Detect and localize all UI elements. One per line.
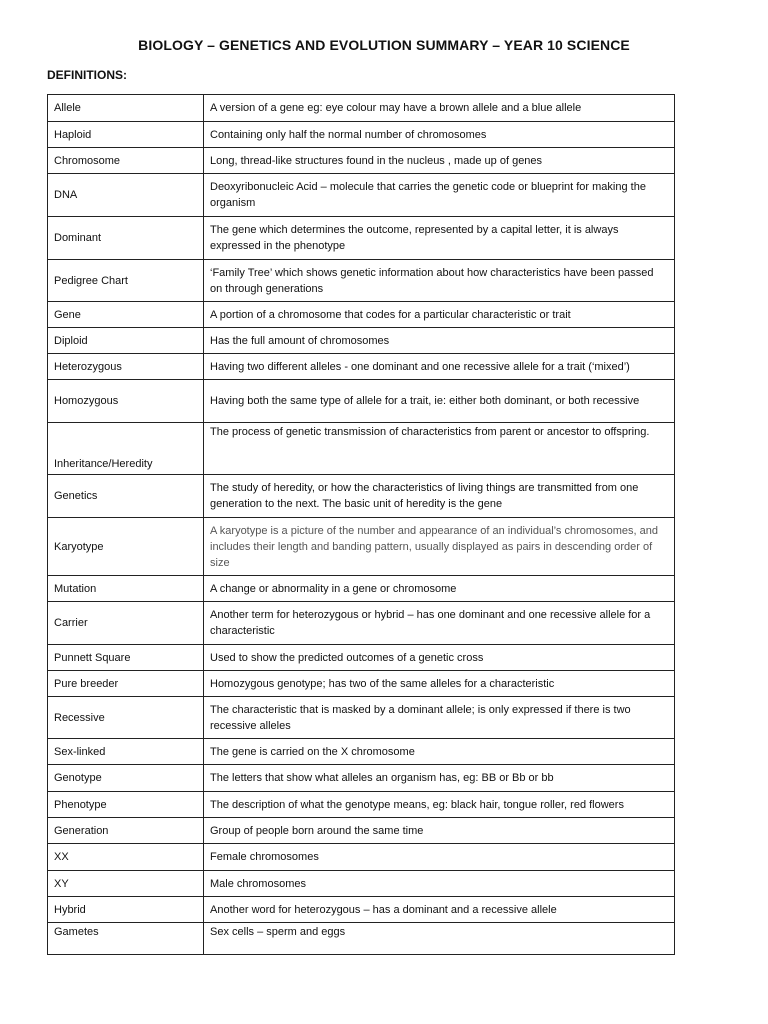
term-cell: Genotype [48,765,204,792]
definition-cell: Female chromosomes [204,844,675,871]
term-cell: Gametes [48,923,204,955]
term-cell: Carrier [48,602,204,645]
definition-cell: Having both the same type of allele for a trait, ie: either both dominant, or both recessive [204,380,675,423]
table-row [48,871,675,897]
term-cell: Punnett Square [48,645,204,671]
definition-cell: Sex cells – sperm and eggs [204,923,675,955]
term-cell: Allele [48,95,204,122]
term-cell: Gene [48,302,204,328]
term-cell: Haploid [48,122,204,148]
definition-cell: The characteristic that is masked by a dominant allele; is only expressed if there is two recessive alleles [204,697,675,739]
table-row [48,475,675,518]
table-row [48,697,675,739]
term-cell: Genetics [48,475,204,518]
table-row [48,602,675,645]
term-cell: Homozygous [48,380,204,423]
definition-cell: Homozygous genotype; has two of the same alleles for a characteristic [204,671,675,697]
definitions-table [47,94,675,955]
definition-cell: Has the full amount of chromosomes [204,328,675,354]
term-cell: Pure breeder [48,671,204,697]
definition-cell: Having two different alleles - one dominant and one recessive allele for a trait (‘mixed’) [204,354,675,380]
table-row [48,217,675,260]
table-row [48,260,675,302]
table-row [48,328,675,354]
definition-cell: The description of what the genotype means, eg: black hair, tongue roller, red flowers [204,792,675,818]
definition-cell: A portion of a chromosome that codes for a particular characteristic or trait [204,302,675,328]
definition-cell: The gene which determines the outcome, represented by a capital letter, it is always expressed in the phenotype [204,217,675,260]
term-cell: Recessive [48,697,204,739]
table-row [48,739,675,765]
table-row [48,122,675,148]
term-cell: Chromosome [48,148,204,174]
definition-cell: Group of people born around the same time [204,818,675,844]
definition-cell: Another word for heterozygous – has a dominant and a recessive allele [204,897,675,923]
definition-cell: Long, thread-like structures found in the nucleus , made up of genes [204,148,675,174]
table-row [48,818,675,844]
definition-cell: Another term for heterozygous or hybrid – has one dominant and one recessive allele for a characteristic [204,602,675,645]
table-row [48,302,675,328]
term-cell: XX [48,844,204,871]
table-row [48,844,675,871]
table-row [48,148,675,174]
table-row [48,576,675,602]
table-row [48,174,675,217]
definition-cell: The study of heredity, or how the characteristics of living things are transmitted from one generation to the next. The basic unit of heredity is the gene [204,475,675,518]
definition-cell: The letters that show what alleles an organism has, eg: BB or Bb or bb [204,765,675,792]
table-row [48,380,675,423]
term-cell: Generation [48,818,204,844]
term-cell: Dominant [48,217,204,260]
definition-cell: A version of a gene eg: eye colour may have a brown allele and a blue allele [204,95,675,122]
document-title: BIOLOGY – GENETICS AND EVOLUTION SUMMARY – YEAR 10 SCIENCE [138,37,630,53]
definition-cell: A karyotype is a picture of the number and appearance of an individual’s chromosomes, and includes their length and banding pattern, usually displayed as pairs in descending order of size [204,518,675,576]
term-cell: Hybrid [48,897,204,923]
definition-cell: Deoxyribonucleic Acid – molecule that carries the genetic code or blueprint for making the organism [204,174,675,217]
table-row [48,423,675,475]
term-cell: Diploid [48,328,204,354]
definition-cell: Used to show the predicted outcomes of a genetic cross [204,645,675,671]
table-row [48,354,675,380]
table-row [48,518,675,576]
term-cell: Inheritance/Heredity [48,423,204,475]
term-cell: Pedigree Chart [48,260,204,302]
term-cell: Karyotype [48,518,204,576]
term-cell: Mutation [48,576,204,602]
table-row [48,95,675,122]
definition-cell: ‘Family Tree’ which shows genetic information about how characteristics have been passed on through generations [204,260,675,302]
term-cell: DNA [48,174,204,217]
table-row [48,671,675,697]
definition-cell: A change or abnormality in a gene or chromosome [204,576,675,602]
term-cell: Sex-linked [48,739,204,765]
term-cell: Heterozygous [48,354,204,380]
table-row [48,923,675,955]
section-heading-definitions: DEFINITIONS: [47,68,127,82]
term-cell: XY [48,871,204,897]
definition-cell: The process of genetic transmission of characteristics from parent or ancestor to offspring. [204,423,675,475]
table-row [48,645,675,671]
table-row [48,792,675,818]
table-row [48,897,675,923]
definition-cell: Containing only half the normal number of chromosomes [204,122,675,148]
term-cell: Phenotype [48,792,204,818]
definition-cell: Male chromosomes [204,871,675,897]
definition-cell: The gene is carried on the X chromosome [204,739,675,765]
table-row [48,765,675,792]
